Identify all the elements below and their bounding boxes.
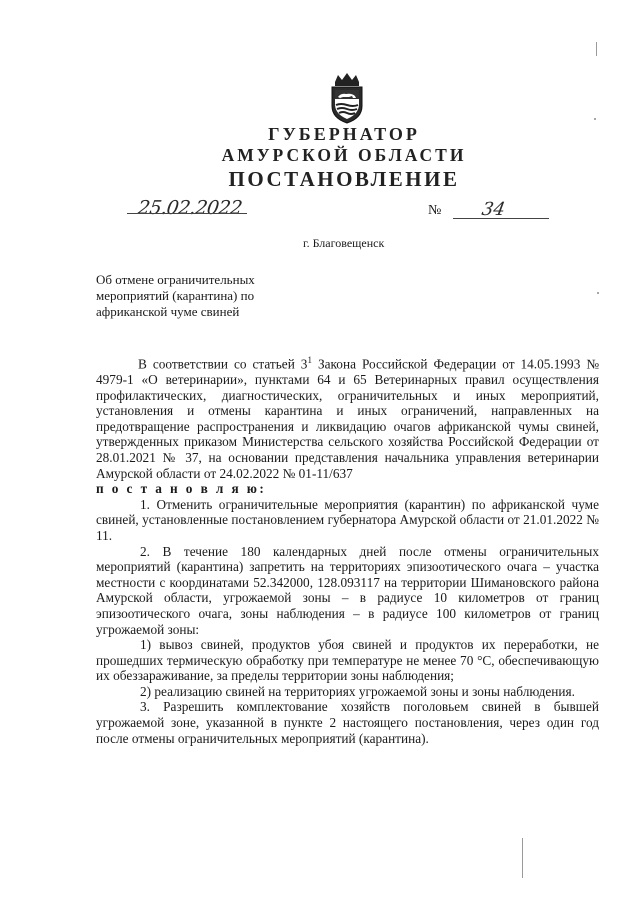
header-title-governor: ГУБЕРНАТОР bbox=[268, 124, 420, 144]
document-type-heading: ПОСТАНОВЛЕНИЕ bbox=[228, 167, 460, 191]
item-1-paragraph: 1. Отменить ограничительные мероприятия (карантин) по африканской чуме свиней, установленные постановлением губернатора Амурской области от 21.01.2022 № 11. bbox=[96, 496, 599, 543]
scan-artifact bbox=[596, 42, 597, 56]
decree-word: п о с т а н о в л я ю: bbox=[96, 481, 267, 497]
scan-artifact bbox=[522, 838, 523, 878]
number-sign: № bbox=[428, 203, 442, 218]
item-3-paragraph: 3. Разрешить комплектование хозяйств поголовьем свиней в бывшей угрожаемой зоне, указанной в пункте 2 настоящего постановления, через один год после отмены ограничительных мероприятий (карантина). bbox=[96, 699, 599, 746]
handwritten-number: 34 bbox=[480, 199, 507, 220]
item-2-subitem-2: 2) реализацию свиней на территориях угрожаемой зоны и зоны наблюдения. bbox=[140, 683, 575, 699]
preamble-superscript: 1 bbox=[307, 355, 312, 365]
preamble-text-rest: Закона Российской Федерации от 14.05.1993 № 4979-1 «О ветеринарии», пунктами 64 и 65 Ветеринарных правил осуществления профилактических, диагностических, ограничительных и иных мероприятий, установления и отмены карантина и иных ограничений, направленных на предотвращение распространения и ликвидацию очагов африканской чумы свиней, утвержденных приказом Министерства сельского хозяйства Российской Федерации от 28.01.2021 № 37, на основании представления начальника управления ветеринарии Амурской области от 24.02.2022 № 01-11/637 bbox=[96, 356, 600, 481]
preamble-paragraph bbox=[96, 353, 599, 481]
header-title-region: АМУРСКОЙ ОБЛАСТИ bbox=[221, 145, 467, 165]
item-2-paragraph: 2. В течение 180 календарных дней после отмены ограничительных мероприятий (карантина) запретить на территориях эпизоотического очага – участка местности с координатами 52.342000, 128.093117 на территории Шимановского района Амурской области, угрожаемой зоны – в радиусе 10 километров от границ эпизоотического очага, зоны наблюдения – в радиусе 100 километров от границ угрожаемой зоны: bbox=[96, 543, 599, 637]
coat-of-arms-emblem bbox=[327, 72, 367, 124]
handwritten-date: 25.02.2022 bbox=[136, 197, 244, 219]
document-subject: Об отмене ограничительных мероприятий (карантина) по африканской чуме свиней bbox=[96, 272, 255, 319]
preamble-text-start: В соответствии со статьей 3 bbox=[138, 356, 308, 372]
document-body bbox=[96, 353, 599, 746]
date-underline bbox=[127, 213, 247, 214]
number-underline bbox=[453, 218, 549, 219]
item-2-subitem-1: 1) вывоз свиней, продуктов убоя свиней и продуктов их переработки, не прошедших термическую обработку при температуре не менее 70 °С, обеспечивающую их обеззараживание, за пределы территории зоны наблюдения; bbox=[96, 637, 599, 684]
scan-artifact bbox=[594, 118, 596, 120]
city-name: г. Благовещенск bbox=[303, 236, 385, 250]
scan-artifact bbox=[597, 292, 599, 294]
